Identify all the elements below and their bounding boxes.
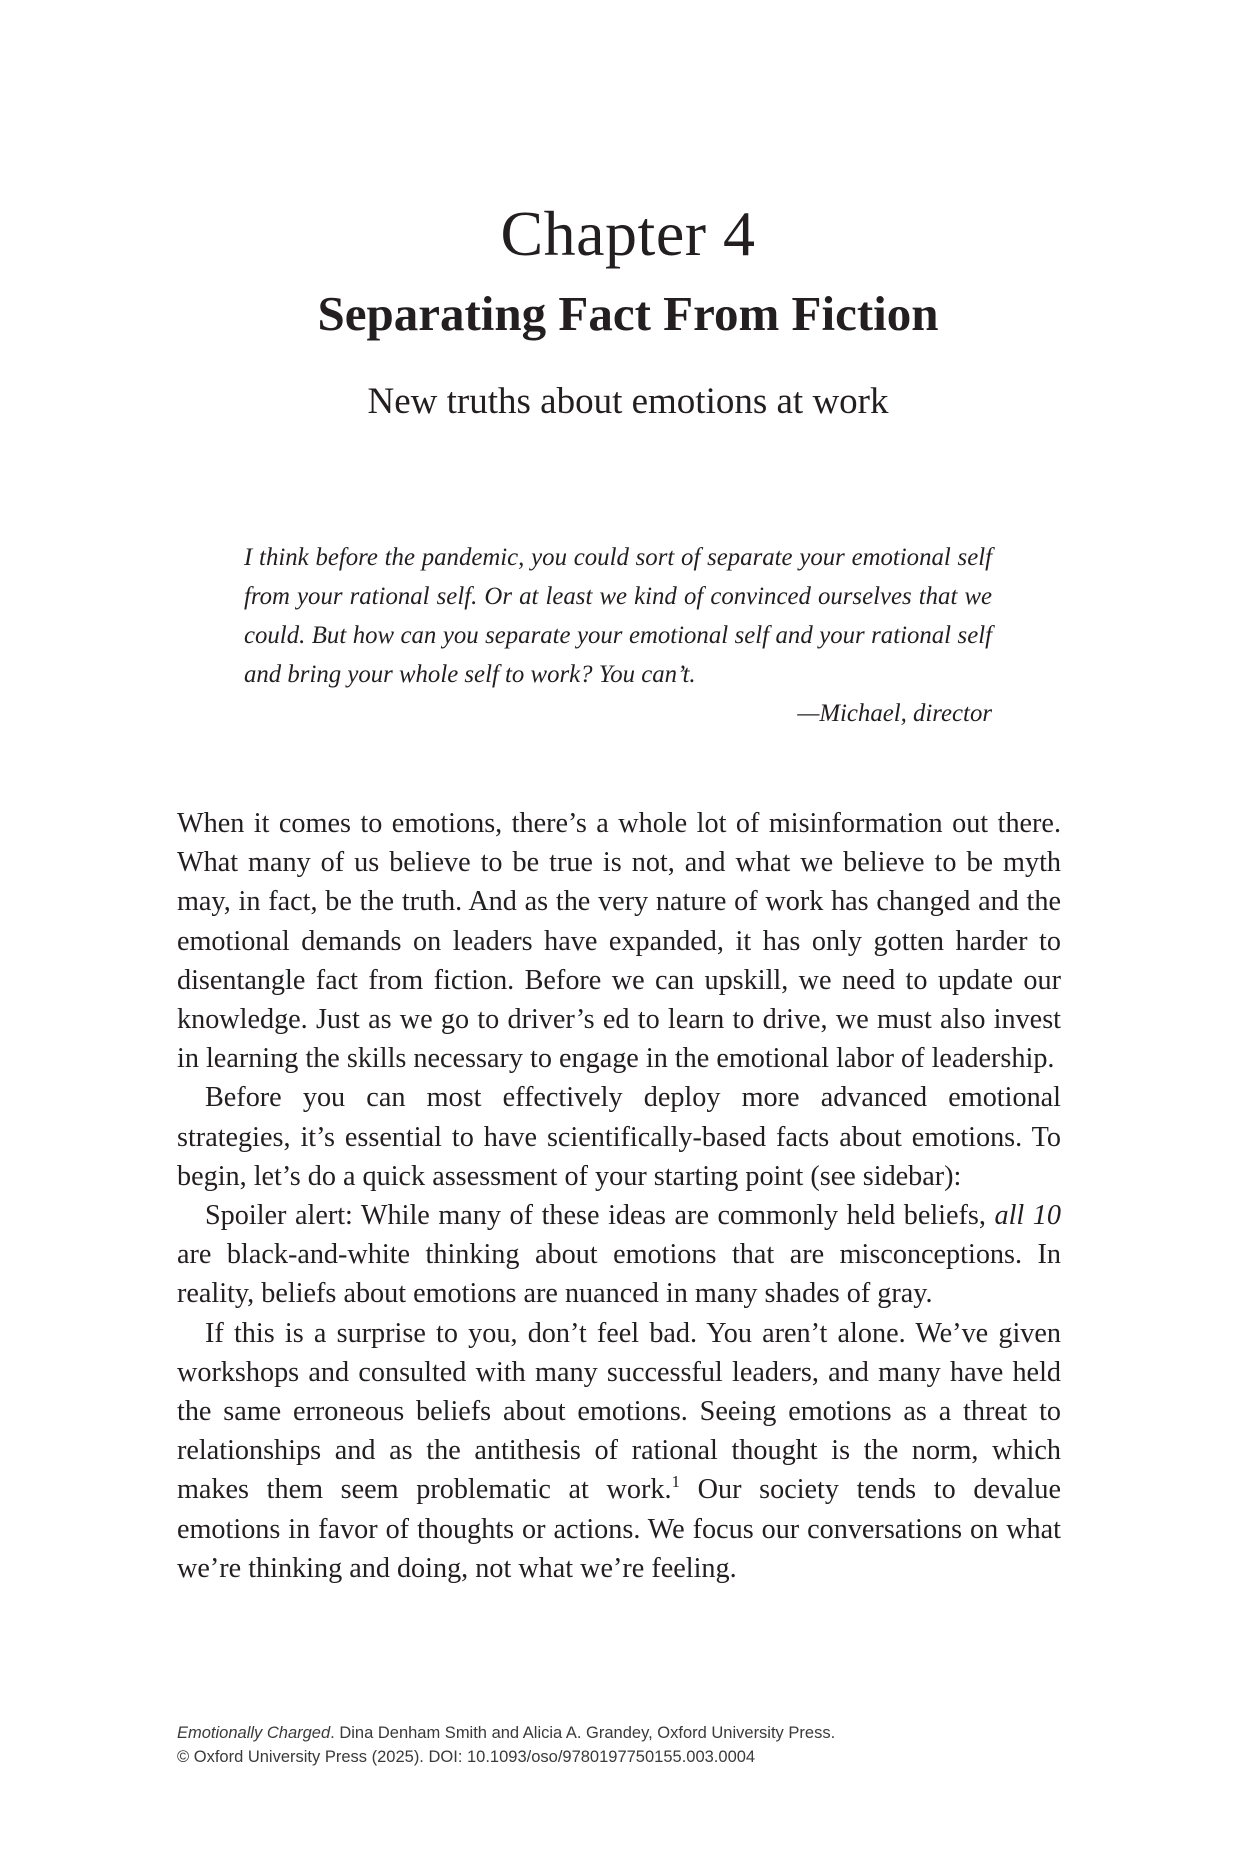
footer-book-title: Emotionally Charged [177,1724,331,1742]
emphasis-text: all 10 [994,1200,1061,1232]
epigraph-attribution: —Michael, director [797,700,992,727]
body-text [177,804,1061,1588]
chapter-label: Chapter 4 [500,198,756,269]
epigraph-quote: I think before the pandemic, you could sort of separate your emotional self from your rational self. Or at least we kind of convinced ourselves that we could. But how can you separate your emotional self and your rational self and bring your whole self to work? You can’t. [244,544,992,688]
body-paragraph: Before you can most effectively deploy more advanced emotional strategies, it’s essential to have scientifically-based facts about emotions. To begin, let’s do a quick assessment of your starting point (see sidebar): [177,1082,1061,1192]
body-paragraph [177,1196,1061,1314]
body-paragraph [177,1314,1061,1588]
chapter-title: Separating Fact From Fiction [317,286,939,341]
paragraph-text: Our society tends to devalue emotions in favor of thoughts or actions. We focus our conversations on what we’re thinking and doing, not what we’re feeling. [177,1474,1062,1584]
paragraph-text: are black-and-white thinking about emotions that are misconceptions. In reality, beliefs about emotions are nuanced in many shades of gray. [177,1239,1061,1310]
epigraph [244,538,992,733]
page-footer [177,1721,1077,1769]
paragraph-text: If this is a surprise to you, don’t feel bad. You aren’t alone. We’ve given workshops and consulted with many successful leaders, and many have held the same erroneous beliefs about emotions. Seeing emotions as a threat to relationships and as the antithesis of rational thought is the norm, which makes them seem problematic at work. [177,1317,1061,1506]
footnote-reference[interactable]: 1 [671,1472,680,1492]
paragraph-text: Spoiler alert: While many of these ideas are commonly held beliefs, [205,1200,995,1232]
footer-citation-line [177,1721,1077,1745]
chapter-subtitle: New truths about emotions at work [367,381,889,422]
footer-copyright: © Oxford University Press (2025). DOI: 10.1093/oso/9780197750155.003.0004 [177,1748,756,1766]
body-paragraph: When it comes to emotions, there’s a whole lot of misinformation out there. What many of us believe to be true is not, and what we believe to be myth may, in fact, be the truth. And as the very nature of work has changed and the emotional demands on leaders have expanded, it has only gotten harder to disentangle fact from fiction. Before we can upskill, we need to update our knowledge. Just as we go to driver’s ed to learn to drive, we must also invest in learning the skills necessary to engage in the emotional labor of leadership. [177,808,1061,1075]
footer-citation: . Dina Denham Smith and Alicia A. Grandey, Oxford University Press. [330,1724,836,1742]
